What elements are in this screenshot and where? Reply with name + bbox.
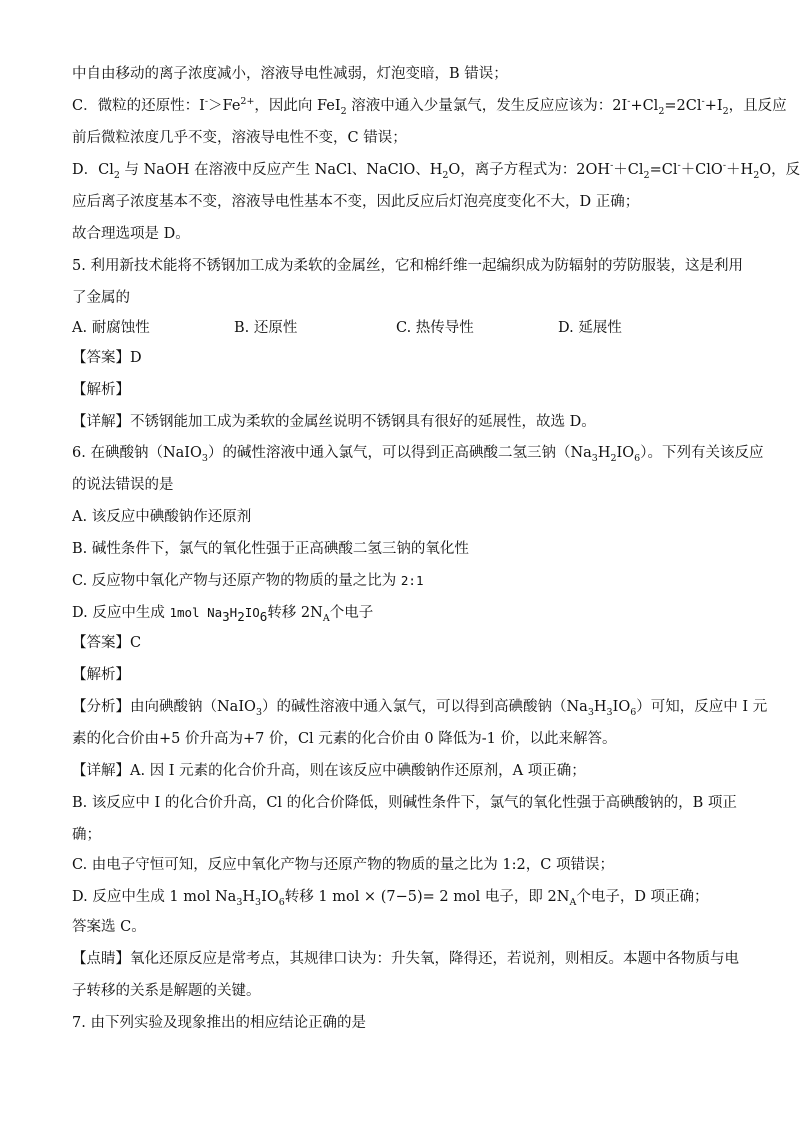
subscript: 6 — [630, 706, 637, 718]
text-run: ＋Cl — [613, 162, 644, 178]
subscript: 3 — [591, 452, 598, 464]
subscript: 3 — [222, 608, 230, 624]
question-6-stem — [72, 443, 764, 464]
subscript: 6 — [278, 896, 285, 908]
subscript: 2 — [442, 169, 449, 181]
text-line: 【点睛】氧化还原反应是常考点，其规律口诀为：升失氧，降得还，若说剂，则相反。本题中各物质与电 — [72, 951, 739, 967]
q6-option-a: A. 该反应中碘酸钠作还原剂 — [72, 509, 252, 525]
text-run: 转移 2N — [267, 605, 323, 621]
q5-option-b: B. 还原性 — [234, 320, 298, 336]
analysis-label: 【解析】 — [72, 667, 130, 683]
subscript: 3 — [255, 706, 262, 718]
question-5-stem: 5. 利用新技术能将不锈钢加工成为柔软的金属丝，它和棉纤维一起编织成为防辐射的劳防服装，这是利用 — [72, 258, 743, 274]
text-run: 溶液中通入少量氯气，发生反应应该为：2I — [346, 98, 628, 114]
answer-label: 【答案】C — [72, 635, 142, 651]
superscript: - — [701, 96, 705, 108]
text-run: 个电子 — [329, 605, 374, 621]
subscript: 2 — [658, 105, 665, 117]
text-run: IO — [616, 445, 635, 461]
text-run: ＞Fe — [208, 98, 241, 114]
superscript: - — [610, 160, 614, 172]
text-run: 2:1 — [400, 573, 424, 588]
text-run: IO — [261, 889, 279, 905]
q6-option-c — [72, 571, 734, 591]
text-run: 6. 在碘酸钠（NaIO — [72, 445, 202, 461]
question-7-stem: 7. 由下列实验及现象推出的相应结论正确的是 — [72, 1015, 366, 1031]
subscript: 3 — [587, 706, 594, 718]
text-run: IO — [612, 699, 631, 715]
text-run: O，反 — [759, 162, 800, 178]
text-line: 中自由移动的离子浓度减小，溶液导电性减弱，灯泡变暗，B 错误； — [72, 66, 508, 82]
text-run: D．Cl — [72, 162, 114, 178]
text-line — [72, 697, 768, 718]
text-run: ）的碱性溶液中通入氯气，可以得到正高碘酸二氢三钠（Na — [207, 445, 592, 461]
subscript: 2 — [237, 608, 245, 624]
text-run: =2Cl — [664, 98, 702, 114]
subscript: 6 — [259, 608, 268, 624]
text-run: 个电子，D 项正确； — [576, 889, 709, 905]
text-run: H — [229, 605, 238, 620]
text-run: ＋H — [726, 162, 754, 178]
subscript: 6 — [634, 452, 641, 464]
text-line — [72, 96, 787, 117]
text-run: H — [597, 445, 611, 461]
text-run: +I — [704, 98, 723, 114]
subscript: 2 — [113, 169, 120, 181]
text-line — [72, 887, 734, 907]
text-line: 前后微粒浓度几乎不变，溶液导电性不变，C 错误； — [72, 130, 407, 146]
subscript: 3 — [201, 452, 208, 464]
text-run: C．微粒的还原性：I — [72, 98, 205, 114]
text-run: C. 反应物中氧化产物与还原产物的物质的量之比为 — [72, 573, 401, 589]
text-line: 应后离子浓度基本不变，溶液导电性基本不变，因此反应后灯泡亮度变化不大，D 正确； — [72, 194, 640, 210]
superscript: - — [204, 96, 209, 108]
text-line: 子转移的关系是解题的关键。 — [72, 983, 261, 999]
superscript: - — [722, 160, 727, 172]
text-run: 【分析】由向碘酸钠（NaIO — [72, 699, 256, 715]
text-line: 素的化合价由+5 价升高为+7 价，Cl 元素的化合价由 0 降低为-1 价，以此来解答。 — [72, 731, 617, 747]
text-run: 1mol Na — [169, 605, 223, 620]
text-line — [72, 160, 800, 181]
text-line: 确； — [72, 827, 101, 843]
text-run: =Cl — [649, 162, 678, 178]
superscript: 2+ — [240, 96, 255, 108]
subscript: 3 — [236, 896, 243, 908]
text-line: 的说法错误的是 — [72, 477, 174, 493]
q5-option-a: A. 耐腐蚀性 — [72, 320, 150, 336]
text-line: 了金属的 — [72, 290, 130, 306]
text-line: 【详解】不锈钢能加工成为柔软的金属丝说明不锈钢具有很好的延展性，故选 D。 — [72, 414, 596, 430]
q5-option-c: C. 热传导性 — [396, 320, 474, 336]
text-run: D. 反应中生成 1 mol Na — [72, 889, 237, 905]
text-line: B. 该反应中 I 的化合价升高，Cl 的化合价降低，则碱性条件下，氯气的氧化性强于高碘酸钠的，B 项正 — [72, 795, 737, 811]
text-line: 【详解】A. 因 I 元素的化合价升高，则在该反应中碘酸钠作还原剂，A 项正确； — [72, 763, 586, 779]
text-run: ）的碱性溶液中通入氯气，可以得到高碘酸钠（Na — [262, 699, 588, 715]
subscript: 2 — [643, 169, 650, 181]
superscript: - — [627, 96, 631, 108]
text-run: +Cl — [630, 98, 659, 114]
text-run: ＋ClO — [680, 162, 723, 178]
subscript: 3 — [255, 896, 262, 908]
subscript: 2 — [722, 105, 729, 117]
subscript: A — [322, 612, 330, 624]
text-line: C. 由电子守恒可知，反应中氧化产物与还原产物的物质的量之比为 1:2，C 项错误； — [72, 857, 614, 873]
text-run: IO — [244, 605, 260, 620]
text-run: ，因此向 FeI — [254, 98, 341, 114]
text-run: ，且反应 — [728, 98, 787, 114]
subscript: 2 — [610, 452, 617, 464]
text-run: ）。下列有关该反应 — [640, 445, 764, 461]
text-run: H — [242, 889, 256, 905]
text-run: 与 NaOH 在溶液中反应产生 NaCl、NaClO、H — [119, 162, 443, 178]
text-run: D. 反应中生成 — [72, 605, 170, 621]
subscript: 2 — [340, 105, 347, 117]
text-line: 故合理选项是 D。 — [72, 226, 190, 242]
q6-option-b: B. 碱性条件下，氯气的氧化性强于正高碘酸二氢三钠的氧化性 — [72, 541, 469, 557]
text-run: 转移 1 mol × (7−5)= 2 mol 电子，即 2N — [284, 889, 570, 905]
analysis-label: 【解析】 — [72, 382, 130, 398]
subscript: 3 — [606, 706, 613, 718]
answer-label: 【答案】D — [72, 350, 142, 366]
subscript: A — [569, 896, 577, 908]
text-run: ）可知，反应中 I 元 — [636, 699, 768, 715]
superscript: - — [677, 160, 681, 172]
q6-option-d — [72, 603, 734, 623]
text-run: O，离子方程式为：2OH — [448, 162, 611, 178]
text-run: H — [593, 699, 607, 715]
text-line: 答案选 C。 — [72, 919, 146, 935]
subscript: 2 — [753, 169, 760, 181]
q5-option-d: D. 延展性 — [558, 320, 622, 336]
